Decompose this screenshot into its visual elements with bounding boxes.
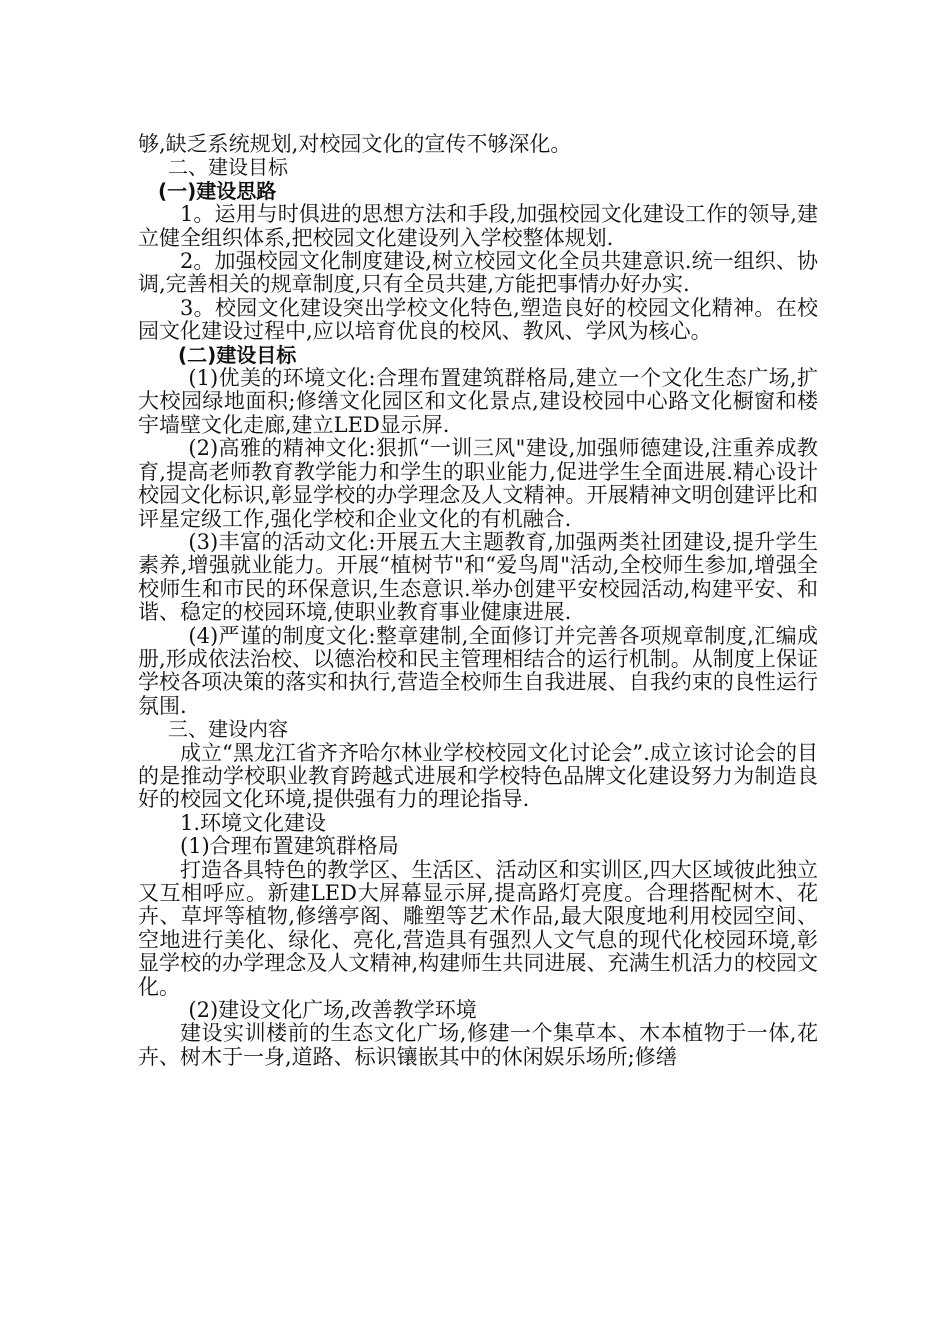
content-item-environment: 1.环境文化建设 bbox=[180, 810, 327, 835]
content-subitem-1-title: (1)合理布置建筑群格局 bbox=[180, 834, 399, 859]
target-item-3: (3)丰富的活动文化:开展五大主题教育,加强两类社团建设,提升学生素养,增强就业能力。开展“植树节"和“爱鸟周"活动,全校师生参加,增强全校师生和市民的环保意识,生态意识.举办创建平安校园活动,构建平安、和谐、稳定的校园环境,使职业教育事业健康进展. bbox=[138, 529, 818, 625]
content-subitem-2-body: 建设实训楼前的生态文化广场,修建一个集草本、木本植物于一体,花卉、树木于一身,道路、标识镶嵌其中的休闲娱乐场所;修缮 bbox=[138, 1021, 818, 1069]
target-item-4: (4)严谨的制度文化:整章建制,全面修订并完善各项规章制度,汇编成册,形成依法治校、以德治校和民主管理相结合的运行机制。从制度上保证学校各项决策的落实和执行,营造全校师生自我进展、自我约束的良性运行氛围. bbox=[138, 623, 818, 718]
document-page bbox=[138, 133, 818, 1069]
content-subitem-2-title: (2)建设文化广场,改善教学环境 bbox=[188, 998, 477, 1023]
section-heading-content: 三、建设内容 bbox=[168, 717, 288, 742]
approach-item-2: 2。加强校园文化制度建设,树立校园文化全员共建意识.统一组织、协调,完善相关的规章制度,只有全员共建,方能把事情办好办实. bbox=[138, 249, 818, 297]
section-heading-goals: 二、建设目标 bbox=[168, 155, 288, 180]
target-item-1: (1)优美的环境文化:合理布置建筑群格局,建立一个文化生态广场,扩大校园绿地面积;修缮文化园区和文化景点,建设校园中心路文化橱窗和楼宇墙壁文化走廊,建立LED显示屏. bbox=[138, 366, 818, 437]
approach-item-3: 3。校园文化建设突出学校文化特色,塑造良好的校园文化精神。在校园文化建设过程中,应以培育优良的校风、教风、学风为核心。 bbox=[138, 295, 818, 344]
content-subitem-1-body: 打造各具特色的教学区、生活区、活动区和实训区,四大区域彼此独立又互相呼应。新建LED大屏幕显示屏,提高路灯亮度。合理搭配树木、花卉、草坪等植物,修缮亭阁、雕塑等艺术作品,最大限度地利用校园空间、空地进行美化、绿化、亮化,营造具有强烈人文气息的现代化校园环境,彰显学校的办学理念及人文精神,构建师生共同进展、充满生机活力的校园文化。 bbox=[138, 857, 818, 999]
subheading-targets: (二)建设目标 bbox=[178, 342, 297, 367]
content-intro-paragraph: 成立“黑龙江省齐齐哈尔林业学校校园文化讨论会”.成立该讨论会的目的是推动学校职业教育跨越式进展和学校特色品牌文化建设努力为制造良好的校园文化环境,提供强有力的理论指导. bbox=[138, 740, 818, 812]
target-item-2: (2)高雅的精神文化:狠抓“一训三风"建设,加强师德建设,注重养成教育,提高老师教育教学能力和学生的职业能力,促进学生全面进展.精心设计校园文化标识,彰显学校的办学理念及人文精神。开展精神文明创建评比和评星定级工作,强化学校和企业文化的有机融合. bbox=[138, 436, 818, 531]
intro-tail-paragraph: 够,缺乏系统规划,对校园文化的宣传不够深化。 bbox=[138, 132, 572, 156]
approach-item-1: 1。运用与时俱进的思想方法和手段,加强校园文化建设工作的领导,建立健全组织体系,把校园文化建设列入学校整体规划. bbox=[138, 202, 818, 250]
subheading-approach: (一)建设思路 bbox=[158, 178, 277, 203]
